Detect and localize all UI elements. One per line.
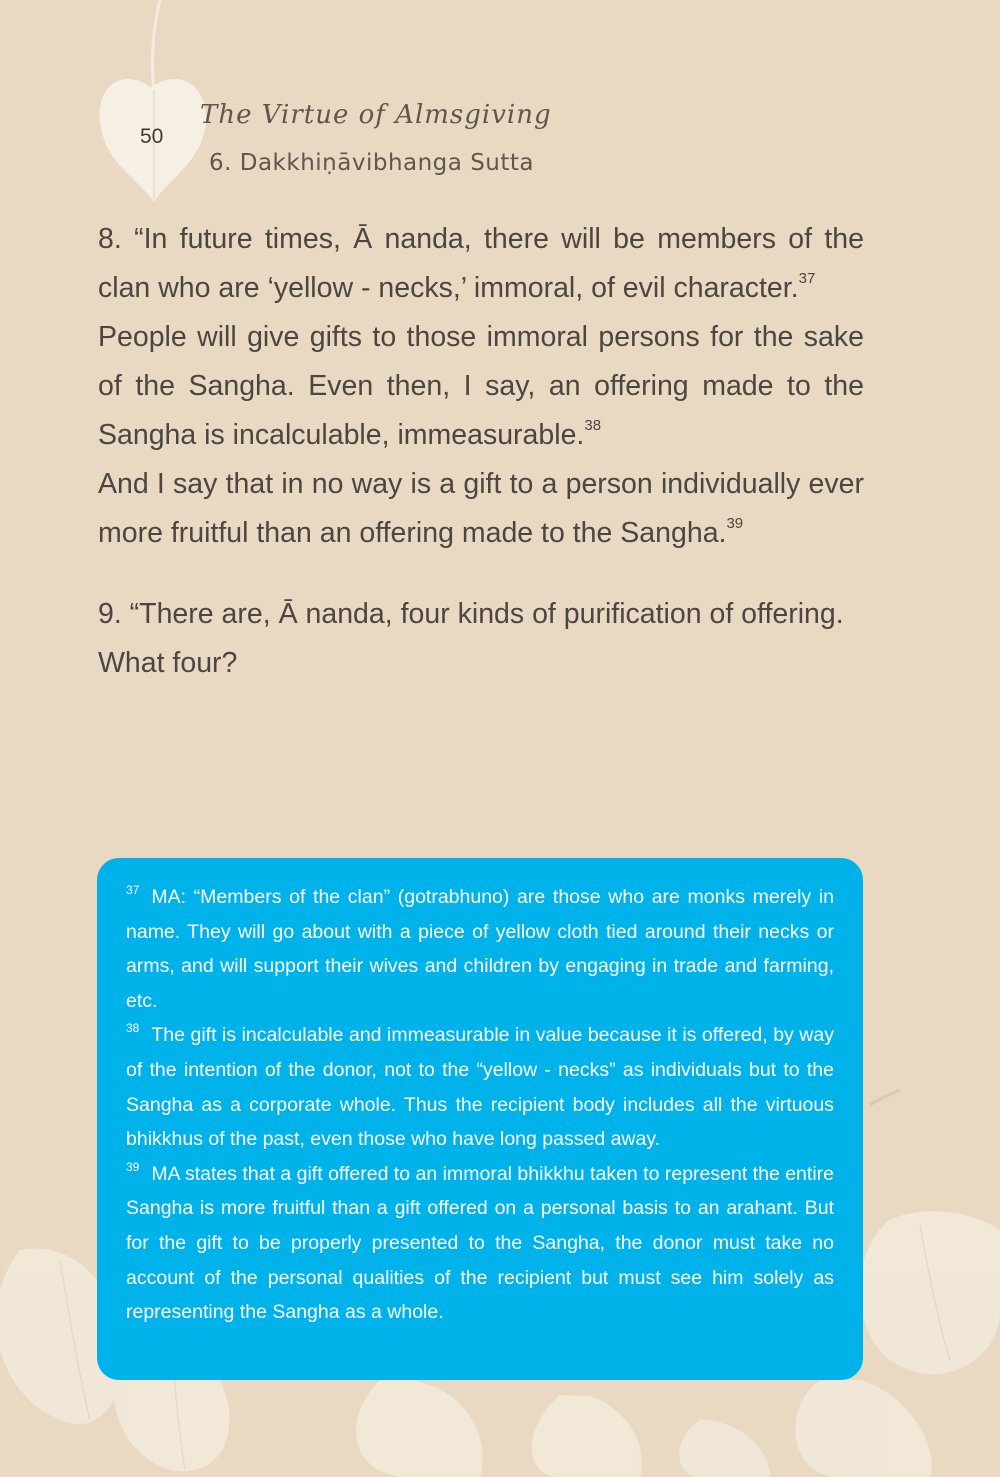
- footnote-39: $^{39}$ MA states that a gift offered to an immoral bhikkhu taken to represent the entire Sangha is more fruitful than a gift offered on a personal basis to an arahant. But for the gift to be properly presented to the Sangha, the donor must take no account of the personal qualities of the recipient but must see him solely as representing the Sangha as a whole.: [126, 1159, 834, 1324]
- footnote-number: 38: [126, 1021, 140, 1036]
- paragraph-9: [98, 590, 864, 688]
- footnote-38: $^{38}$ The gift is incalculable and immeasurable in value because it is offered, by way of the intention of the donor, not to the “yellow - necks” as individuals but to the Sangha as a corporate whole. Thus the recipient body includes all the virtuous bhikkhus of the past, even those who have long passed away.: [126, 1021, 834, 1151]
- paragraph-8-sentence-2: People will give gifts to those immoral persons for the sake of the Sangha. Even then, I say, an offering made to the Sangha is incalculable, immeasurable.$^{38}$: [98, 321, 864, 451]
- footnote-number: 39: [126, 1159, 140, 1174]
- paragraph-8-sentence-3: And I say that in no way is a gift to a person individually ever more fruitful than an offering made to the Sangha.$^{39}$: [98, 468, 864, 549]
- paragraph-9-line-1: 9. “There are, Ā nanda, four kinds of purification of offering.: [98, 598, 844, 630]
- section-title: 6. Dakkhiṇāvibhanga Sutta: [209, 150, 534, 176]
- paragraph-9-line-2: What four?: [98, 647, 238, 679]
- footnote-ref-37: 37: [798, 270, 816, 287]
- footnote-ref-39: 39: [726, 515, 744, 532]
- paragraph-8: [98, 215, 864, 558]
- book-title: The Virtue of Almsgiving: [200, 100, 552, 130]
- footnote-37: $^{37}$ MA: “Members of the clan” (gotrabhuno) are those who are monks merely in name. They will go about with a piece of yellow cloth tied around their necks or arms, and will support their wives and children by engaging in trade and farming, etc.: [126, 883, 834, 1012]
- footnotes-box: [97, 858, 863, 1380]
- footnote-ref-38: 38: [584, 417, 602, 434]
- page-number: 50: [140, 125, 164, 148]
- footnote-number: 37: [126, 883, 140, 897]
- paragraph-8-sentence-1: 8. “In future times, Ā nanda, there will be members of the clan who are ‘yellow - necks,’ immoral, of evil character.$^{37}$: [98, 223, 864, 304]
